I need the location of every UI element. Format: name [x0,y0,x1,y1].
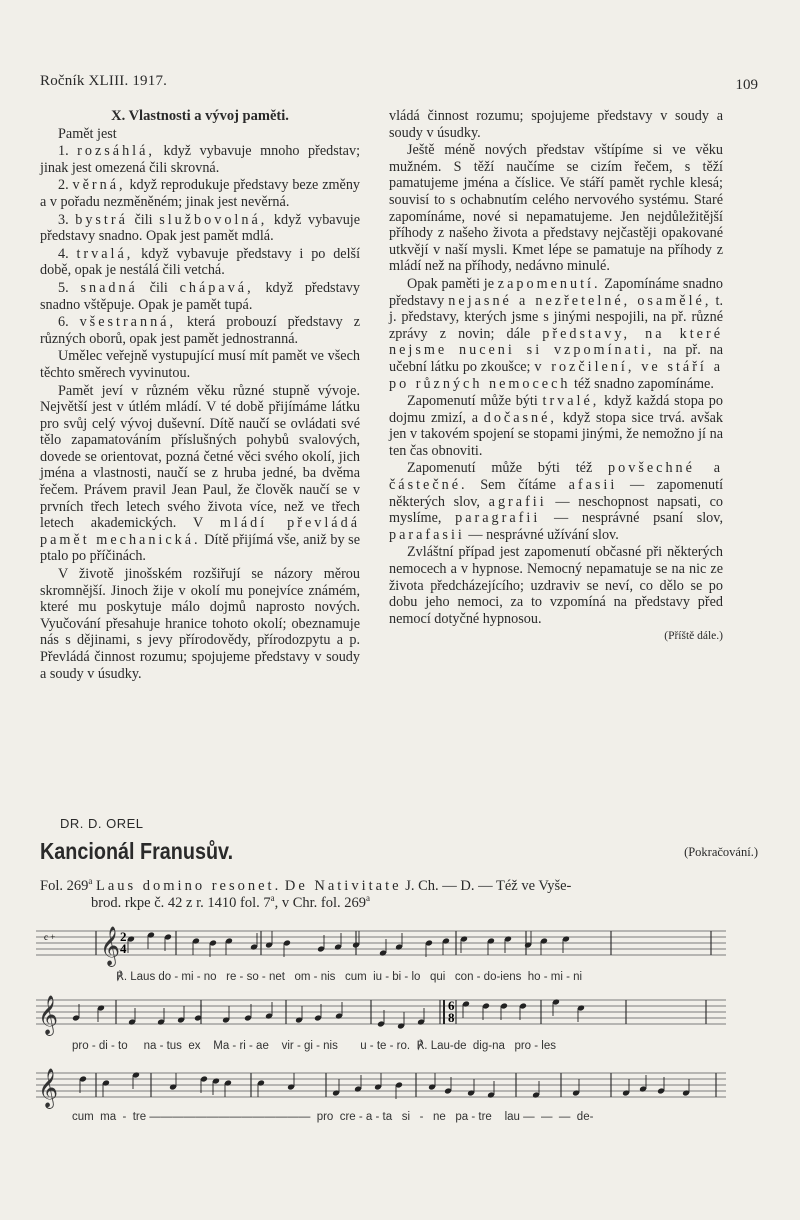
section-title: X. Vlastnosti a vývoj paměti. [111,108,289,124]
running-head [40,73,760,93]
paragraph-forgetting-3: Zapomenutí může býti též povšechné a částečné. Sem čítáme afasii — zapomenutí některých slov, agrafii — neschopnost napsati, co myslíme, paragrafii — nesprávné psaní slov, parafasii — nesprávné užívání slov. [389,460,724,543]
property-term: trvalá, [76,245,134,262]
property-item-4: 4. trvalá, když vybavuje představy i po delší době, opak je nestálá čili vetchá. [40,245,361,279]
time-signature: 4 [120,941,127,956]
source-reference [40,878,740,912]
article-author: DR. D. OREL [60,816,144,831]
feast-name: De Nativitate [284,878,402,894]
property-term: snadná [80,279,138,296]
property-term: všestranná, [79,314,177,331]
staff-lines [36,1067,726,1107]
staff-lines [36,925,726,965]
treble-clef-icon: 𝄞 [100,926,121,966]
music-staff-2 [36,994,726,1054]
paragraph-youth-cont: vládá činnost rozumu; spojujeme představy v soudy a soudy v úsudky. [389,108,723,141]
treble-clef-icon: 𝄞 [38,1068,59,1108]
source-line-1: Fol. 269$^a$ Laus domino resonet. De Nativitate J. Ch. — D. — Též ve Vyše- [40,876,572,894]
paragraph-adult: Ještě méně nových představ vštípíme si ve věku mužném. S těží naučíme se cizím řečem, s těží pamatujeme jména a číslice. Ve stáří pamět rychle klesá; souvisí to s ochabnutím celého nervového systému. Staré zapomínáme, nové si nepamatujeme. Jen nejdůležitější příhody z našeho života a představy nejčastěji opakované utkvějí v naší mysli. Kmet lépe se pamatuje na příhody z mládí než na příhody, nedávno minulé. [389,142,723,275]
property-term: službovolná, [159,211,268,228]
to-be-continued-note: (Příště dále.) [664,630,723,643]
continued-note: (Pokračování.) [684,845,758,859]
music-staff-3 [36,1067,726,1127]
time-signature: 2 [120,929,127,944]
property-term: bystrá [75,211,128,228]
property-term: věrná, [72,177,126,194]
property-item-5: 5. snadná čili chápavá, když představy snadno vštěpuje. Opak je pamět tupá. [40,279,360,313]
treble-clef-icon: 𝄞 [38,995,59,1035]
property-item-3: 3. bystrá čili službovolná, když vybavuje představy snadno. Opak jest pamět mdlá. [40,211,361,245]
intro-text: Pamět jest [58,125,117,142]
paragraph-age: Pamět jeví v různém věku různé stupně vývoje. Největší jest v útlém mládí. V té době přijímáme látku pro svůj celý vývoj duševní. Dítě naučí se ovládati své tělo zapamatováním příslušných pohybů svalových, dovede se orientovat, pozná četné věci svého okolí, jich jména a vlastnosti, naučí se z hruba jedné, ba dvěma řečem. Právem pravil Jean Paul, že člověk naučí se v prvních třech letech svého života více, než ve třech letech akademických. V mládí převládá pamět mechanická. Dítě přijímá vše, aniž by se ptalo po příčinách. [40,382,360,565]
paragraph-forgetting-1: Opak paměti je zapomenutí. Zapomínáme snadno představy nejasné a nezřetelné, osamělé, t. j. představy, kterých jsme s jinými nespojili, na př. různé zprávy z novin; dále představy, na které nejsme nuceni si vzpomínati, na př. na učební látku po zkoušce; v rozčilení, ve stáří a po různých nemocech též snadno zapomínáme. [389,275,724,392]
lyrics-line-1: ℟. Laus do - mi - no re - so - net om - nis cum iu - bi - lo qui con - do-iens ho - mi - ni [116,971,583,983]
staff-lines [36,994,726,1034]
property-item-1: 1. rozsáhlá, když vybavuje mnoho představ; jinak jest omezená čili skrovná. [40,143,361,176]
article-title: Kancionál Franusův. [40,838,234,864]
time-signature: 6 [448,998,455,1013]
lyrics-line-2: pro - di - to na - tus ex Ma - ri - ae vir - gi - nis u - te - ro. ℟. Lau-de dig-na pro - les [72,1040,556,1052]
left-column [40,108,361,682]
music-staff-1 [36,925,726,985]
property-item-6: 6. všestranná, která probouzí představy z různých oborů, opak jest pamět jednostranná. [40,314,360,347]
paragraph-forgetting-2: Zapomenutí může býti trvalé, když každá stopa po dojmu zmizí, a dočasné, když stopa sice trvá. avšak jen v takovém spojení se stopami jinými, že nemožno jí na ten čas obnoviti. [389,393,723,459]
property-term: chápavá, [179,279,254,296]
property-term: rozsáhlá, [77,143,155,160]
lyrics-line-3: cum ma - tre —————————————— pro cre - a - ta si - ne pa - tre lau — — — de- [72,1111,594,1123]
page-number: 109 [735,77,758,93]
source-line-2: brod. rkpe č. 42 z r. 1410 fol. 7$^a$, v Chr. fol. 269$^a$ [91,893,371,911]
paragraph-youth: V životě jinošském rozšiřují se názory měrou skromnější. Jinoch žije v okolí mu ponejvíce známém, které mu poskytuje málo dojmů naprosto nových. Vyučování přesahuje hranice tohoto okolí; obeznamuje nás s dějinami, s jevy přírodovědy, přírodozpytu a p. Převládá činnost rozumu; spojujeme představy v soudy a soudy v úsudky. [40,566,360,682]
paragraph-artist: Umělec veřejně vystupující musí mít pamět ve všech těchto směrech vyvinutou. [40,348,360,381]
right-column [389,108,723,645]
c-clef-mark: c + [44,932,56,942]
property-item-2: 2. věrná, když reprodukuje představy beze změny a v pořadu nezměněném; jinak jest nevěrná. [40,177,361,210]
paragraph-special-case: Zvláštní případ jest zapomenutí občasné při některých nemocech a v hypnose. Nemocný nepamatuje se na nic ze života předcházejícího; uzdraviv se neví, co dělo se po dobu jeho nemoci, za to vzpomíná na představy před nemocí dotyčné hypnosou. [389,544,723,627]
time-signature: 8 [448,1010,455,1025]
chant-title: Laus domino resonet. [95,878,282,894]
volume-year: Ročník XLIII. 1917. [40,73,168,89]
